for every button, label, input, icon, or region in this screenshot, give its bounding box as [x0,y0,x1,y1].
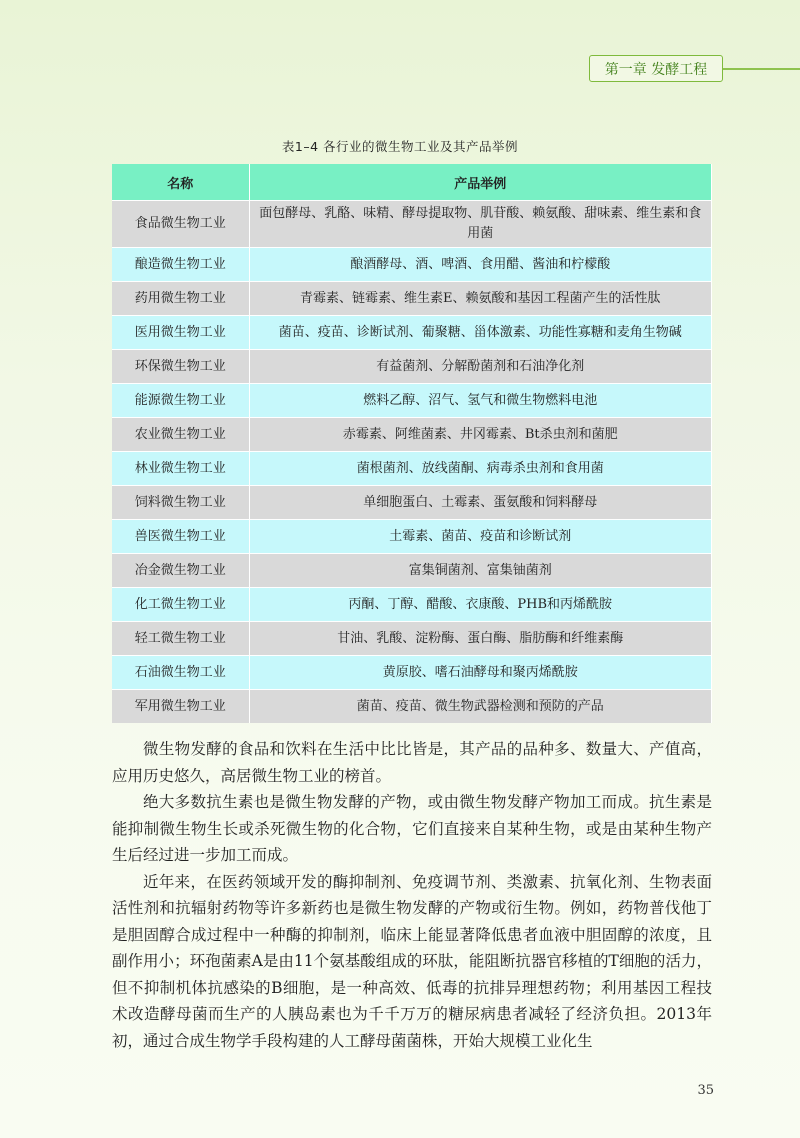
table-header-row [112,164,712,201]
industry-products: 燃料乙醇、沼气、氢气和微生物燃料电池 [249,384,712,418]
table-row [112,486,712,520]
industry-name: 饲料微生物工业 [112,486,249,520]
table-caption: 表1–4 各行业的微生物工业及其产品举例 [281,139,519,154]
table-row [112,554,712,588]
industry-name: 药用微生物工业 [112,282,249,316]
table-row [112,656,712,690]
column-header-products: 产品举例 [249,164,712,201]
industry-name: 轻工微生物工业 [112,622,249,656]
industry-name: 林业微生物工业 [112,452,249,486]
table-row [112,316,712,350]
table-row [112,588,712,622]
table-row [112,418,712,452]
industry-name: 环保微生物工业 [112,350,249,384]
column-header-name: 名称 [112,164,249,201]
table-row [112,350,712,384]
body-text [112,736,712,1054]
page-number: 35 [697,1083,714,1098]
industry-name: 石油微生物工业 [112,656,249,690]
industry-name: 冶金微生物工业 [112,554,249,588]
industry-name: 能源微生物工业 [112,384,249,418]
industry-name: 兽医微生物工业 [112,520,249,554]
industry-products: 单细胞蛋白、土霉素、蛋氨酸和饲料酵母 [249,486,712,520]
chapter-title: 第一章 发酵工程 [604,61,708,78]
industry-products-table [112,164,712,723]
industry-products: 黄原胶、嗜石油酵母和聚丙烯酰胺 [249,656,712,690]
industry-name: 酿造微生物工业 [112,248,249,282]
industry-name: 军用微生物工业 [112,690,249,724]
industry-products: 面包酵母、乳酪、味精、酵母提取物、肌苷酸、赖氨酸、甜味素、维生素和食用菌 [249,201,712,248]
table-row [112,201,712,248]
industry-products: 富集铜菌剂、富集铀菌剂 [249,554,712,588]
table-row [112,452,712,486]
industry-products: 菌根菌剂、放线菌酮、病毒杀虫剂和食用菌 [249,452,712,486]
industry-name: 医用微生物工业 [112,316,249,350]
industry-products: 酿酒酵母、酒、啤酒、食用醋、酱油和柠檬酸 [249,248,712,282]
industry-products: 赤霉素、阿维菌素、井冈霉素、Bt杀虫剂和菌肥 [249,418,712,452]
paragraph: 近年来，在医药领域开发的酶抑制剂、免疫调节剂、类激素、抗氧化剂、生物表面活性剂和抗辐射药物等许多新药也是微生物发酵的产物或衍生物。例如，药物普伐他丁是胆固醇合成过程中一种酶的抑制剂，临床上能显著降低患者血液中胆固醇的浓度，且副作用小；环孢菌素A是由11个氨基酸组成的环肽，能阻断抗器官移植的T细胞的活力，但不抑制机体抗感染的B细胞，是一种高效、低毒的抗排异理想药物；利用基因工程技术改造酵母菌而生产的人胰岛素也为千千万万的糖尿病患者减轻了经济负担。2013年初，通过合成生物学手段构建的人工酵母菌菌株，开始大规模工业化生 [112,872,712,1050]
paragraph: 绝大多数抗生素也是微生物发酵的产物，或由微生物发酵产物加工而成。抗生素是能抑制微生物生长或杀死微生物的化合物，它们直接来自某种生物，或是由某种生物产生后经过进一步加工而成。 [112,793,712,864]
industry-products: 菌苗、疫苗、诊断试剂、葡聚糖、甾体激素、功能性寡糖和麦角生物碱 [249,316,712,350]
table-row [112,248,712,282]
table-row [112,622,712,656]
industry-products: 丙酮、丁醇、醋酸、衣康酸、PHB和丙烯酰胺 [249,588,712,622]
paragraph: 微生物发酵的食品和饮料在生活中比比皆是，其产品的品种多、数量大、产值高，应用历史悠久，高居微生物工业的榜首。 [112,740,712,785]
industry-products: 菌苗、疫苗、微生物武器检测和预防的产品 [249,690,712,724]
chapter-header [589,55,723,82]
industry-name: 化工微生物工业 [112,588,249,622]
industry-products: 甘油、乳酸、淀粉酶、蛋白酶、脂肪酶和纤维素酶 [249,622,712,656]
industry-name: 农业微生物工业 [112,418,249,452]
header-rule [723,68,800,70]
table-row [112,520,712,554]
industry-products: 土霉素、菌苗、疫苗和诊断试剂 [249,520,712,554]
industry-products: 青霉素、链霉素、维生素E、赖氨酸和基因工程菌产生的活性肽 [249,282,712,316]
table-row [112,282,712,316]
industry-name: 食品微生物工业 [112,201,249,248]
table-row [112,690,712,724]
table-row [112,384,712,418]
industry-products: 有益菌剂、分解酚菌剂和石油净化剂 [249,350,712,384]
